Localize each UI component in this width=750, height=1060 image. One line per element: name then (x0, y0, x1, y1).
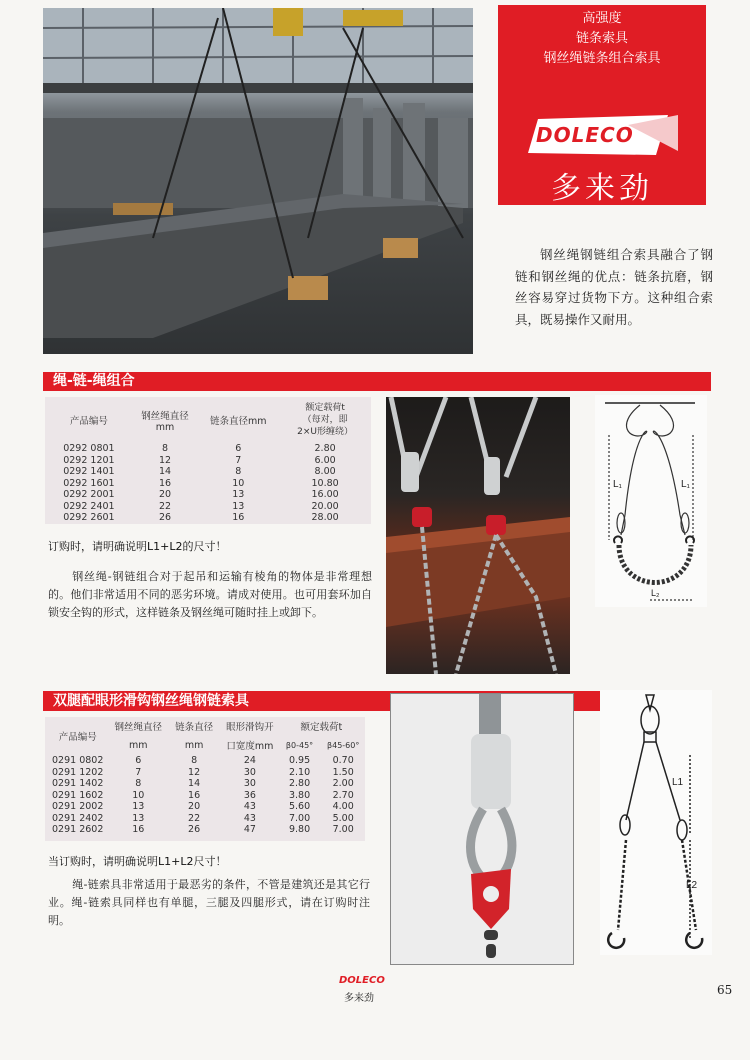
photo-eye-hook-closeup (390, 693, 574, 965)
table1-cell: 8 (235, 466, 242, 477)
table1-cell: 26 (159, 512, 172, 523)
table2-cell: 7 (135, 766, 142, 778)
section1-title: 绳-链-绳组合 (43, 372, 711, 391)
brand-line-2: 链条索具 (575, 31, 628, 46)
section1-table (45, 397, 371, 524)
col-rated-load-label: 额定载荷t (305, 403, 345, 413)
table1-cell: 0292 1601 (63, 477, 115, 489)
table1-cell: 0292 1201 (63, 454, 115, 466)
table1-cell: 0292 1401 (63, 466, 115, 477)
table1-row (45, 512, 371, 524)
col-rated-load (279, 397, 371, 443)
page-number: 65 (717, 983, 733, 997)
table2-cell: 47 (243, 824, 256, 835)
table1-cell: 14 (159, 466, 172, 477)
table2-cell: 5.00 (332, 812, 354, 824)
diagram-1-drawing (595, 395, 707, 607)
table2-cell: 2.70 (332, 789, 354, 801)
section2-order-note: 当订购时，请明确说明L1+L2尺寸！ (48, 855, 227, 868)
table2-cell: 16 (188, 789, 201, 801)
table2-row (45, 790, 365, 802)
footer-brand-name: 多来劲 (344, 993, 374, 1004)
table2-cell: 0291 2602 (52, 824, 104, 835)
table1-cell: 10.80 (311, 477, 339, 489)
photo-eye-hook-illustration (391, 694, 573, 964)
photo-steel-plates-illustration (43, 8, 473, 354)
photo-chain-sling-illustration (386, 397, 570, 674)
table2-cell: 30 (243, 766, 256, 778)
spec-table-1 (45, 397, 371, 524)
table1-cell: 13 (232, 489, 245, 500)
logo-text: DOLECO (536, 123, 634, 147)
photo-steel-plates-lifting (43, 8, 473, 354)
table2-cell: 8 (135, 778, 142, 789)
table2-row (45, 824, 365, 836)
table1-row (45, 501, 371, 513)
table2-cell: 9.80 (288, 824, 311, 835)
diagram1-l1-left: L₁ (613, 479, 622, 490)
table2-cell: 2.00 (332, 778, 354, 789)
diagram-two-leg-sling (600, 690, 712, 955)
diagram2-l2: L2 (686, 880, 698, 891)
table1-cell: 12 (159, 454, 172, 466)
table2-cell: 30 (243, 778, 256, 789)
col2-rope-diameter: 钢丝绳直径 (114, 722, 163, 733)
table2-body (45, 755, 365, 836)
table2-row (45, 813, 365, 825)
table1-cell: 7 (235, 454, 242, 466)
table2-cell: 4.00 (332, 801, 354, 812)
table1-cell: 20.00 (311, 500, 339, 512)
table1-cell: 8 (162, 443, 169, 454)
table2-cell: 12 (188, 766, 201, 778)
table1-cell: 0292 2001 (63, 489, 115, 500)
table2-cell: 20 (188, 801, 201, 812)
spec-table-2 (45, 717, 365, 836)
col-rope-diameter-label: 钢丝绳直径 (141, 410, 189, 422)
table2-row (45, 767, 365, 779)
col-rated-load-note1: （每对，即 (302, 415, 348, 425)
table1-cell: 0292 0801 (63, 443, 115, 454)
col2-rated-load: 额定载荷t (300, 722, 343, 733)
table2-cell: 13 (132, 801, 145, 812)
col2-rope-unit: mm (129, 739, 148, 751)
table2-cell: 10 (132, 789, 145, 801)
section2-title: 双腿配眼形滑钩钢丝绳钢链索具 (43, 691, 711, 711)
table1-row (45, 466, 371, 478)
table2-cell: 0291 1402 (52, 778, 104, 789)
table1-cell: 2.80 (314, 443, 336, 454)
table2-cell: 8 (191, 755, 198, 766)
table1-cell: 13 (232, 500, 245, 512)
table2-cell: 22 (188, 812, 201, 824)
section1-order-note: 订购时，请明确说明L1+L2的尺寸！ (48, 540, 227, 553)
intro-text: 钢丝绳钢链组合索具融合了钢链和钢丝绳的优点：链条抗磨，钢丝容易穿过货物下方。这种组合索具，既易操作又耐用。 (515, 247, 713, 327)
col2-hook-opening: 眼形滑钩开 (226, 722, 274, 733)
brand-line-3: 钢丝绳链条组合索具 (543, 51, 661, 66)
table1-cell: 8.00 (314, 466, 336, 477)
col2-angle-1: β0-45° (285, 740, 314, 750)
diagram1-l2: L₂ (651, 588, 660, 598)
col2-product-code: 产品编号 (58, 732, 97, 743)
brand-line-1: 高强度 (582, 11, 622, 26)
diagram1-l1-right: L₁ (681, 479, 690, 490)
table1-cell: 6.00 (314, 454, 336, 466)
col-rated-load-note2: 2×U形缠绕） (297, 427, 354, 437)
diagram-2-drawing (600, 690, 712, 955)
table1-cell: 10 (232, 477, 245, 489)
table1-row (45, 443, 371, 455)
table1-body (45, 443, 371, 524)
table1-cell: 0292 2601 (63, 512, 115, 523)
section2-paragraph: 绳-链索具非常适用于最恶劣的条件，不管是建筑还是其它行业。绳-链索具同样也有单腿，三腿及四腿形式，请在订购时注明。 (48, 878, 370, 927)
col2-chain-unit: mm (184, 739, 204, 751)
brand-chinese-name: 多来劲 (551, 171, 653, 206)
table1-cell: 0292 2401 (63, 500, 115, 512)
col-product-code: 产品编号 (69, 416, 108, 427)
table2-cell: 0291 2402 (52, 812, 104, 824)
table2-cell: 0291 0802 (52, 755, 104, 766)
table1-row (45, 489, 371, 501)
table2-cell: 6 (135, 755, 142, 766)
col-chain-diameter: 链条直径mm (209, 416, 267, 427)
table2-cell: 0291 1602 (52, 789, 104, 801)
table1-cell: 16 (232, 512, 245, 523)
col-rope-diameter-unit: mm (155, 421, 175, 433)
table2-cell: 5.60 (288, 801, 311, 812)
table2-cell: 16 (132, 824, 145, 835)
table2-cell: 3.80 (288, 789, 311, 801)
table1-row (45, 478, 371, 490)
table2-cell: 26 (188, 824, 201, 835)
table2-cell: 43 (243, 801, 256, 812)
table2-cell: 0291 2002 (52, 801, 104, 812)
table2-cell: 13 (132, 812, 145, 824)
brand-panel (498, 5, 706, 205)
table2-row (45, 778, 365, 790)
table1-cell: 16.00 (311, 489, 339, 500)
table2-cell: 0.70 (332, 755, 354, 766)
table2-cell: 36 (243, 789, 256, 801)
table2-row (45, 755, 365, 767)
table2-cell: 2.10 (288, 766, 311, 778)
table2-cell: 7.00 (288, 812, 311, 824)
table1-row (45, 455, 371, 467)
table1-cell: 22 (159, 500, 172, 512)
table2-row (45, 801, 365, 813)
diagram-rope-chain-rope (595, 395, 707, 607)
table2-cell: 43 (243, 812, 256, 824)
col-rope-diameter (133, 397, 197, 443)
photo-chain-sling-beam (386, 397, 570, 674)
table2-cell: 1.50 (332, 766, 354, 778)
table1-cell: 16 (159, 477, 172, 489)
section2-table (45, 717, 365, 841)
table2-cell: 0291 1202 (52, 766, 104, 778)
footer-logo: DOLECO (339, 975, 385, 986)
col2-chain-diameter: 链条直径 (175, 722, 214, 733)
col2-angle-2: β45-60° (327, 740, 360, 750)
table2-cell: 24 (243, 755, 256, 766)
table1-cell: 6 (235, 443, 242, 454)
section1-paragraph: 钢丝绳-钢链组合对于起吊和运输有棱角的物体是非常理想的。他们非常适用不同的恶劣环境。请成对使用。也可用套环加自锁安全钩的形式，这样链条及钢丝绳可随时挂上或卸下。 (48, 570, 372, 619)
table1-cell: 28.00 (311, 512, 339, 523)
table1-cell: 20 (159, 489, 172, 500)
table2-cell: 7.00 (332, 824, 354, 835)
table2-cell: 2.80 (288, 778, 311, 789)
doleco-logo (528, 115, 678, 157)
col2-hook-opening-unit: 口宽度mm (226, 741, 274, 752)
diagram2-l1: L1 (672, 777, 684, 788)
table2-cell: 14 (188, 778, 201, 789)
table2-cell: 0.95 (288, 755, 311, 766)
